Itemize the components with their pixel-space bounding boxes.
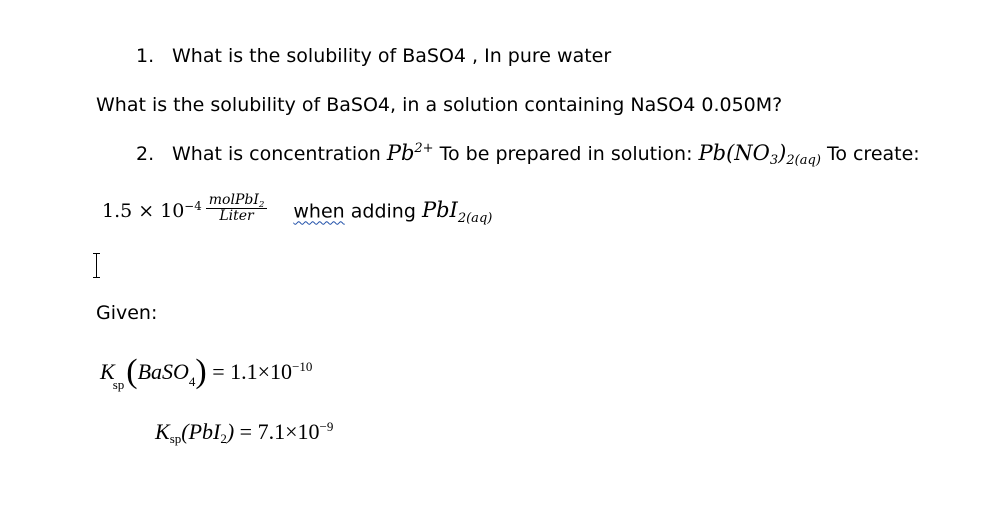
open-paren: ( — [126, 353, 138, 390]
question-1-number: 1. — [136, 45, 155, 67]
ksp-sub: sp — [112, 377, 125, 392]
lead-nitrate-sub-aq: 2(aq) — [786, 153, 821, 169]
lead-iodide-formula — [421, 198, 493, 226]
close-paren: ) — [195, 353, 207, 390]
baso4-species: BaSO — [137, 359, 189, 384]
ksp-pbi2-value: = 7.1×10 — [234, 419, 320, 444]
lead-iodide-sub: 2(aq) — [457, 210, 493, 226]
lead-ion-formula — [387, 141, 434, 165]
question-2-text-a: What is concentration — [172, 143, 387, 165]
ksp-baso4-equation — [100, 352, 313, 392]
text-cursor — [96, 253, 97, 278]
pbi2-close: ) — [226, 419, 235, 444]
pbi2-sub: 2 — [220, 431, 227, 447]
ksp-pbi2-equation — [155, 418, 334, 447]
lead-charge: 2+ — [414, 140, 434, 156]
lead-nitrate-sub-3: 3 — [769, 153, 779, 169]
baso4-sub: 4 — [188, 374, 196, 389]
question-2-number: 2. — [136, 143, 155, 165]
coefficient-text: 1.5 × 10 — [102, 200, 185, 223]
numerator-text: molPbI — [208, 192, 259, 208]
ksp-pbi2-exp: −9 — [319, 418, 334, 434]
adding-text: adding — [344, 200, 422, 223]
lead-nitrate-part-b: ) — [778, 141, 787, 165]
when-word: when — [293, 200, 345, 223]
lead-nitrate-part-a: Pb(NO — [698, 141, 770, 165]
ksp-k: K — [100, 359, 115, 384]
ksp-sub-2: sp — [169, 431, 182, 447]
coefficient-exponent: −4 — [184, 199, 202, 214]
question-2-text-c: To create: — [820, 143, 920, 165]
ksp-baso4-exp: −10 — [292, 358, 313, 374]
question-1b — [96, 96, 782, 115]
pbi2-species: (PbI — [181, 419, 221, 444]
question-1 — [136, 47, 611, 66]
concentration-line — [102, 192, 493, 228]
lead-iodide-text: PbI — [421, 198, 458, 223]
fraction-numerator — [206, 193, 268, 209]
numerator-sub: 2 — [258, 199, 265, 210]
fraction-denominator: Liter — [219, 208, 254, 225]
question-1-text: What is the solubility of BaSO4 , In pure water — [172, 45, 612, 67]
question-2-text-b: To be prepared in solution: — [433, 143, 699, 165]
concentration-coefficient — [102, 200, 202, 222]
ksp-k-2: K — [155, 419, 170, 444]
lead-nitrate-formula — [698, 141, 821, 169]
ksp-baso4-value: = 1.1×10 — [206, 359, 293, 384]
question-2 — [136, 140, 920, 169]
lead-symbol: Pb — [386, 141, 415, 165]
given-label: Given: — [96, 302, 158, 324]
question-1b-text: What is the solubility of BaSO4, in a solution containing NaSO4 0.050M? — [96, 94, 783, 116]
unit-fraction — [206, 193, 268, 225]
